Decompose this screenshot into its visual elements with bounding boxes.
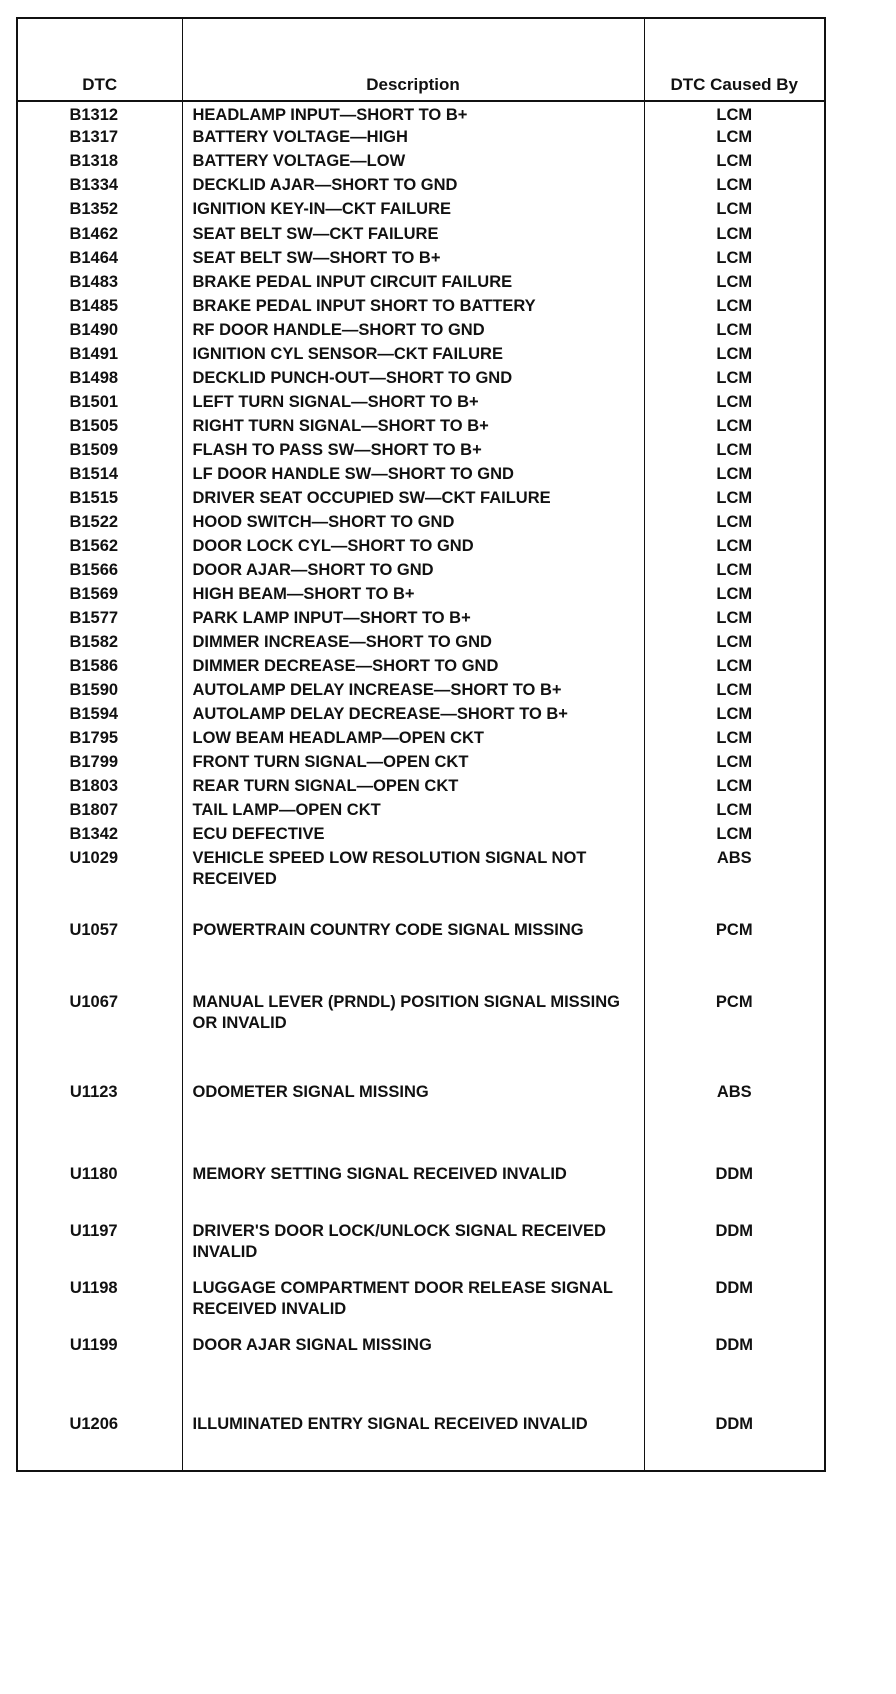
dtc-description: TAIL LAMP—OPEN CKT [182,800,644,824]
dtc-description: FRONT TURN SIGNAL—OPEN CKT [182,752,644,776]
dtc-description: DRIVER'S DOOR LOCK/UNLOCK SIGNAL RECEIVED INVALID [182,1221,644,1278]
table-row [17,440,825,464]
dtc-caused-by: DDM [644,1278,825,1335]
dtc-description: DOOR LOCK CYL—SHORT TO GND [182,536,644,560]
dtc-caused-by: LCM [644,416,825,440]
table-row [17,1164,825,1221]
dtc-description: IGNITION CYL SENSOR—CKT FAILURE [182,344,644,368]
dtc-description: BRAKE PEDAL INPUT CIRCUIT FAILURE [182,272,644,296]
table-row [17,656,825,680]
table-row [17,224,825,248]
dtc-code: B1491 [69,345,119,363]
dtc-code: U1180 [69,1165,118,1183]
header-dtc: DTC [17,18,182,101]
dtc-caused-by: LCM [644,776,825,800]
dtc-caused-by: LCM [644,704,825,728]
dtc-caused-by: DDM [644,1335,825,1414]
dtc-description: REAR TURN SIGNAL—OPEN CKT [182,776,644,800]
dtc-description: DOOR AJAR SIGNAL MISSING [182,1335,644,1414]
dtc-code: B1483 [69,273,119,291]
table-row [17,392,825,416]
dtc-code: U1197 [69,1222,118,1240]
dtc-code: B1505 [69,417,119,435]
table-row [17,344,825,368]
dtc-code: B1577 [69,609,119,627]
dtc-description: DOOR AJAR—SHORT TO GND [182,560,644,584]
dtc-code: B1586 [69,657,119,675]
dtc-caused-by: LCM [644,101,825,127]
table-body [17,101,825,1471]
dtc-description: DECKLID AJAR—SHORT TO GND [182,175,644,199]
dtc-code: B1799 [69,753,119,771]
dtc-code: B1594 [69,705,119,723]
dtc-description: MEMORY SETTING SIGNAL RECEIVED INVALID [182,1164,644,1221]
dtc-code: B1569 [69,585,119,603]
table-row [17,920,825,992]
dtc-caused-by: LCM [644,127,825,151]
dtc-description: SEAT BELT SW—CKT FAILURE [182,224,644,248]
dtc-code: B1462 [69,225,119,243]
dtc-caused-by: PCM [644,992,825,1082]
dtc-description: BATTERY VOLTAGE—LOW [182,151,644,175]
dtc-code: B1498 [69,369,119,387]
dtc-description: AUTOLAMP DELAY DECREASE—SHORT TO B+ [182,704,644,728]
dtc-caused-by: ABS [644,1082,825,1164]
dtc-description: HOOD SWITCH—SHORT TO GND [182,512,644,536]
dtc-description: ECU DEFECTIVE [182,824,644,848]
dtc-caused-by: LCM [644,464,825,488]
dtc-caused-by: LCM [644,632,825,656]
dtc-caused-by: LCM [644,824,825,848]
table-row [17,680,825,704]
header-caused-by: DTC Caused By [644,18,825,101]
dtc-description: BATTERY VOLTAGE—HIGH [182,127,644,151]
dtc-code: B1562 [69,537,119,555]
table-row [17,824,825,848]
dtc-description: HEADLAMP INPUT—SHORT TO B+ [182,101,644,127]
dtc-code: B1566 [69,561,119,579]
dtc-description: POWERTRAIN COUNTRY CODE SIGNAL MISSING [182,920,644,992]
dtc-code: B1514 [69,465,119,483]
dtc-code: B1317 [69,128,119,146]
dtc-caused-by: LCM [644,392,825,416]
dtc-code: U1123 [69,1083,118,1101]
dtc-description: LF DOOR HANDLE SW—SHORT TO GND [182,464,644,488]
table-row [17,368,825,392]
dtc-table [16,17,826,1472]
table-row [17,151,825,175]
table-row [17,101,825,127]
table-row [17,728,825,752]
dtc-caused-by: LCM [644,440,825,464]
dtc-description: SEAT BELT SW—SHORT TO B+ [182,248,644,272]
dtc-description: FLASH TO PASS SW—SHORT TO B+ [182,440,644,464]
dtc-caused-by: LCM [644,296,825,320]
dtc-code: B1485 [69,297,119,315]
dtc-code: U1199 [69,1336,118,1354]
dtc-code: B1334 [69,176,119,194]
dtc-description: MANUAL LEVER (PRNDL) POSITION SIGNAL MISSING OR INVALID [182,992,644,1082]
dtc-code: B1795 [69,729,119,747]
dtc-code: B1509 [69,441,119,459]
table-row [17,1335,825,1414]
dtc-code: B1590 [69,681,119,699]
dtc-caused-by: LCM [644,512,825,536]
table-row [17,512,825,536]
dtc-code: B1342 [69,825,119,843]
table-row [17,704,825,728]
dtc-description: LOW BEAM HEADLAMP—OPEN CKT [182,728,644,752]
dtc-description: VEHICLE SPEED LOW RESOLUTION SIGNAL NOT RECEIVED [182,848,644,920]
dtc-caused-by: LCM [644,151,825,175]
dtc-caused-by: DDM [644,1164,825,1221]
dtc-description: DRIVER SEAT OCCUPIED SW—CKT FAILURE [182,488,644,512]
dtc-caused-by: LCM [644,728,825,752]
table-row [17,464,825,488]
table-row [17,127,825,151]
dtc-caused-by: LCM [644,272,825,296]
dtc-caused-by: LCM [644,608,825,632]
dtc-caused-by: LCM [644,199,825,224]
dtc-description: LEFT TURN SIGNAL—SHORT TO B+ [182,392,644,416]
table-row [17,848,825,920]
dtc-caused-by: LCM [644,656,825,680]
dtc-description: PARK LAMP INPUT—SHORT TO B+ [182,608,644,632]
dtc-description: DIMMER INCREASE—SHORT TO GND [182,632,644,656]
dtc-description: HIGH BEAM—SHORT TO B+ [182,584,644,608]
table-row [17,1082,825,1164]
table-row [17,608,825,632]
dtc-code: U1057 [69,921,119,939]
dtc-code: B1352 [69,200,119,218]
dtc-code: U1198 [69,1279,118,1297]
table-row [17,416,825,440]
dtc-description: BRAKE PEDAL INPUT SHORT TO BATTERY [182,296,644,320]
dtc-code: B1312 [69,106,119,124]
dtc-caused-by: ABS [644,848,825,920]
dtc-code: B1464 [69,249,119,267]
dtc-code: U1206 [69,1415,119,1433]
dtc-description: ILLUMINATED ENTRY SIGNAL RECEIVED INVALID [182,1414,644,1471]
dtc-description: AUTOLAMP DELAY INCREASE—SHORT TO B+ [182,680,644,704]
dtc-description: LUGGAGE COMPARTMENT DOOR RELEASE SIGNAL RECEIVED INVALID [182,1278,644,1335]
dtc-code: B1803 [69,777,119,795]
dtc-description: ODOMETER SIGNAL MISSING [182,1082,644,1164]
header-description: Description [182,18,644,101]
dtc-description: RIGHT TURN SIGNAL—SHORT TO B+ [182,416,644,440]
table-row [17,776,825,800]
dtc-caused-by: LCM [644,368,825,392]
table-row [17,199,825,224]
dtc-caused-by: DDM [644,1221,825,1278]
dtc-code: B1515 [69,489,119,507]
header-row [17,18,825,101]
table-row [17,800,825,824]
dtc-caused-by: LCM [644,488,825,512]
dtc-code: U1067 [69,993,119,1011]
dtc-caused-by: LCM [644,752,825,776]
dtc-description: IGNITION KEY-IN—CKT FAILURE [182,199,644,224]
dtc-code: B1807 [69,801,119,819]
dtc-caused-by: LCM [644,560,825,584]
dtc-code: B1490 [69,321,119,339]
table-row [17,488,825,512]
dtc-caused-by: LCM [644,344,825,368]
dtc-caused-by: LCM [644,584,825,608]
dtc-caused-by: LCM [644,224,825,248]
dtc-code: B1582 [69,633,119,651]
dtc-caused-by: LCM [644,680,825,704]
table-row [17,584,825,608]
dtc-caused-by: LCM [644,800,825,824]
table-row [17,175,825,199]
dtc-code: B1501 [69,393,119,411]
table-row [17,320,825,344]
dtc-code: U1029 [69,849,119,867]
table-row [17,536,825,560]
dtc-caused-by: LCM [644,536,825,560]
table-row [17,272,825,296]
table-row [17,632,825,656]
table-row [17,752,825,776]
dtc-code: B1522 [69,513,119,531]
dtc-code: B1318 [69,152,119,170]
table-row [17,992,825,1082]
dtc-caused-by: DDM [644,1414,825,1471]
table-row [17,296,825,320]
dtc-caused-by: PCM [644,920,825,992]
dtc-caused-by: LCM [644,320,825,344]
table-row [17,560,825,584]
table-row [17,1278,825,1335]
table-row [17,1414,825,1471]
table-row [17,1221,825,1278]
dtc-caused-by: LCM [644,175,825,199]
dtc-caused-by: LCM [644,248,825,272]
table-row [17,248,825,272]
dtc-description: RF DOOR HANDLE—SHORT TO GND [182,320,644,344]
dtc-description: DECKLID PUNCH-OUT—SHORT TO GND [182,368,644,392]
dtc-description: DIMMER DECREASE—SHORT TO GND [182,656,644,680]
